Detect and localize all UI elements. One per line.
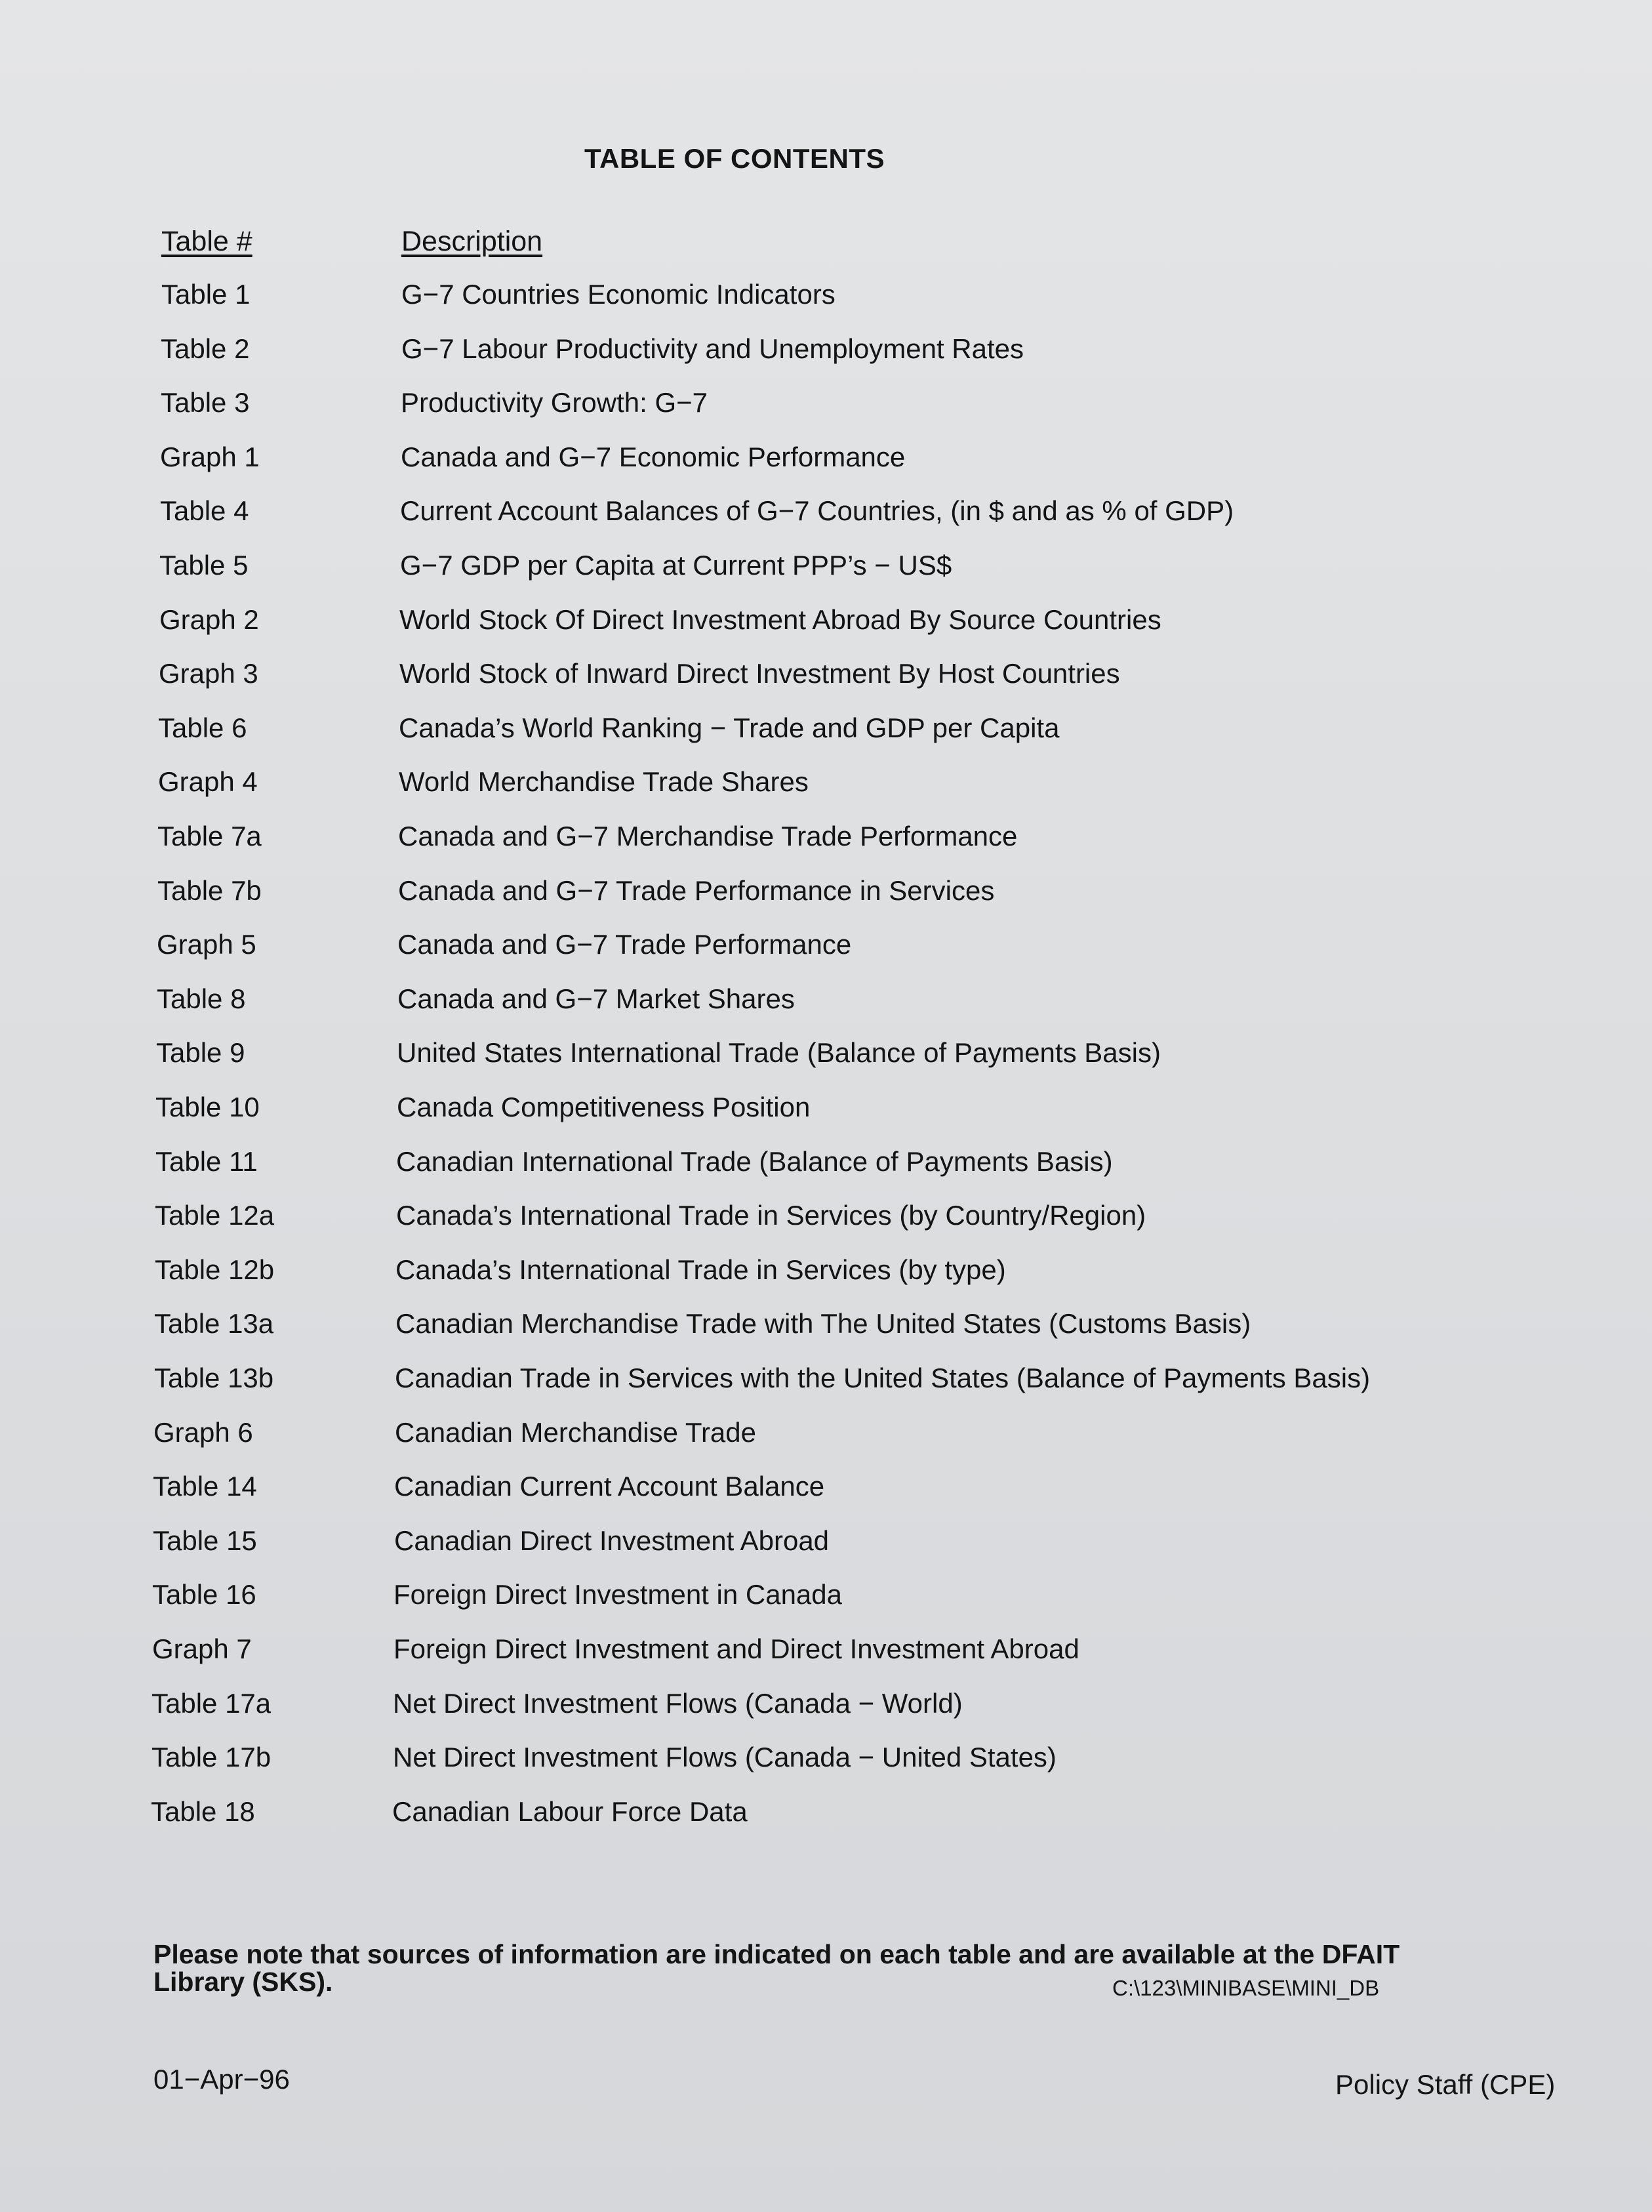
entry-number: Graph 5: [157, 929, 256, 960]
entry-number: Graph 7: [152, 1633, 252, 1664]
entry-description: World Merchandise Trade Shares: [399, 766, 809, 797]
entry-description: Canadian Merchandise Trade: [395, 1417, 757, 1448]
entry-description: Canadian Merchandise Trade with The United States (Customs Basis): [395, 1308, 1251, 1339]
entry-number: Table 13a: [154, 1308, 274, 1339]
entry-number: Table 10: [155, 1092, 260, 1122]
contents-entry: [0, 1092, 1652, 1131]
entry-description: Canada and G−7 Economic Performance: [401, 441, 906, 472]
contents-header: [0, 226, 1652, 265]
entry-description: Canadian Labour Force Data: [392, 1796, 748, 1827]
page-title: TABLE OF CONTENTS: [584, 143, 885, 174]
entry-description: Canada Competitiveness Position: [397, 1092, 811, 1122]
entry-description: Net Direct Investment Flows (Canada − World): [393, 1688, 963, 1719]
contents-entry: [0, 658, 1652, 697]
contents-entry: [0, 333, 1652, 373]
document-date: 01−Apr−96: [153, 2064, 290, 2095]
contents-entry: [0, 550, 1652, 589]
entry-number: Table 9: [156, 1037, 245, 1068]
contents-entry: [0, 1146, 1652, 1185]
entry-description: Foreign Direct Investment in Canada: [393, 1579, 842, 1610]
contents-entry: [0, 1362, 1652, 1402]
entry-description: Canada and G−7 Trade Performance: [397, 929, 852, 960]
entry-number: Graph 2: [159, 604, 259, 635]
entry-description: G−7 Labour Productivity and Unemployment Rates: [401, 333, 1024, 364]
contents-entry: [0, 1254, 1652, 1294]
contents-entry: [0, 1037, 1652, 1076]
entry-description: Canada’s International Trade in Services (by Country/Region): [396, 1200, 1146, 1231]
entry-number: Table 6: [158, 712, 247, 743]
entry-description: Canadian International Trade (Balance of Payments Basis): [396, 1146, 1113, 1177]
entry-description: United States International Trade (Balance of Payments Basis): [397, 1037, 1161, 1068]
contents-entry: [0, 441, 1652, 481]
entry-number: Table 2: [161, 333, 250, 364]
entry-number: Table 4: [160, 495, 249, 526]
entry-number: Table 14: [153, 1471, 257, 1502]
entry-number: Table 7a: [157, 821, 262, 851]
entry-number: Graph 4: [158, 766, 258, 797]
contents-entry: [0, 712, 1652, 752]
entry-description: Canada and G−7 Market Shares: [397, 983, 795, 1014]
entry-description: Canada’s International Trade in Services (by type): [395, 1254, 1006, 1285]
entry-number: Table 15: [153, 1525, 257, 1556]
sources-note: Please note that sources of information are indicated on each table and are available at the DFAIT Library (SKS).: [153, 1939, 1400, 1997]
entry-description: Productivity Growth: G−7: [401, 387, 708, 418]
entry-number: Table 16: [152, 1579, 256, 1610]
entry-description: Canadian Current Account Balance: [394, 1471, 825, 1502]
entry-description: Canadian Trade in Services with the United States (Balance of Payments Basis): [395, 1362, 1371, 1393]
entry-number: Table 13b: [154, 1362, 274, 1393]
contents-entry: [0, 929, 1652, 968]
entry-number: Table 1: [161, 279, 251, 310]
contents-entry: [0, 495, 1652, 535]
entry-description: Canada’s World Ranking − Trade and GDP per Capita: [399, 712, 1060, 743]
entry-description: Foreign Direct Investment and Direct Investment Abroad: [393, 1633, 1079, 1664]
entry-number: Graph 1: [160, 441, 260, 472]
table-number-header: Table #: [161, 226, 252, 257]
contents-entry: [0, 604, 1652, 644]
entry-number: Table 18: [151, 1796, 255, 1827]
entry-description: Canada and G−7 Merchandise Trade Performance: [398, 821, 1018, 851]
contents-entry: [0, 1688, 1652, 1727]
entry-number: Graph 3: [159, 658, 258, 689]
entry-number: Table 5: [159, 550, 249, 581]
contents-entry: [0, 387, 1652, 426]
contents-entry: [0, 279, 1652, 318]
contents-entry: [0, 1796, 1652, 1835]
entry-description: World Stock of Inward Direct Investment By Host Countries: [399, 658, 1120, 689]
contents-entry: [0, 1308, 1652, 1347]
contents-entry: [0, 821, 1652, 860]
contents-entry: [0, 1417, 1652, 1456]
entry-description: Canadian Direct Investment Abroad: [394, 1525, 830, 1556]
contents-entry: [0, 983, 1652, 1023]
contents-entry: [0, 875, 1652, 914]
entry-number: Graph 6: [153, 1417, 253, 1448]
document-author: Policy Staff (CPE): [1335, 2069, 1556, 2100]
entry-number: Table 8: [157, 983, 246, 1014]
entry-description: Net Direct Investment Flows (Canada − United States): [393, 1742, 1057, 1772]
entry-description: Current Account Balances of G−7 Countries, (in $ and as % of GDP): [400, 495, 1234, 526]
contents-entry: [0, 766, 1652, 806]
entry-number: Table 12b: [155, 1254, 275, 1285]
entry-description: World Stock Of Direct Investment Abroad By Source Countries: [399, 604, 1161, 635]
contents-entry: [0, 1200, 1652, 1239]
entry-description: G−7 GDP per Capita at Current PPP’s − US$: [400, 550, 952, 581]
contents-entry: [0, 1525, 1652, 1565]
contents-entry: [0, 1579, 1652, 1618]
entry-number: Table 3: [161, 387, 250, 418]
contents-entry: [0, 1742, 1652, 1781]
entry-description: Canada and G−7 Trade Performance in Services: [398, 875, 995, 906]
contents-entry: [0, 1633, 1652, 1673]
entry-number: Table 17b: [151, 1742, 272, 1772]
entry-number: Table 11: [155, 1146, 258, 1177]
description-header: Description: [401, 226, 543, 257]
entry-number: Table 12a: [155, 1200, 275, 1231]
entry-number: Table 17a: [151, 1688, 272, 1719]
contents-entry: [0, 1471, 1652, 1510]
file-path: C:\123\MINIBASE\MINI_DB: [1112, 1976, 1380, 2000]
entry-number: Table 7b: [157, 875, 262, 906]
entry-description: G−7 Countries Economic Indicators: [401, 279, 836, 310]
